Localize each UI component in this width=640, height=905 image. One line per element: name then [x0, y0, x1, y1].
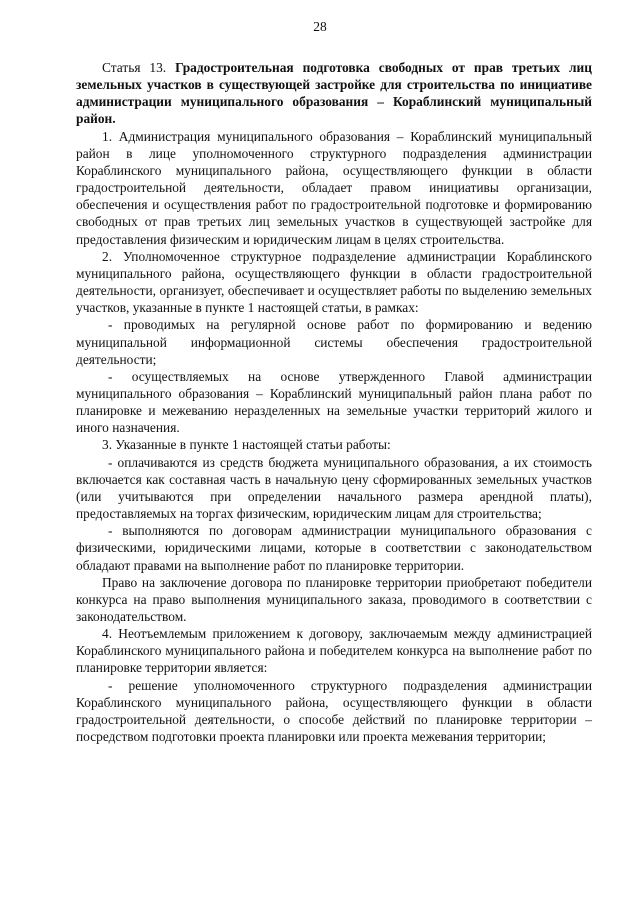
list-item: - осуществляемых на основе утвержденного Главой администрации муниципального образования – Кораблинский муниципальный район плана работ по планировке и межеванию неразделенных на земельные участки территорий жилого и иного назначения. [76, 368, 592, 436]
article-title: Градостроительная подготовка свободных от прав третьих лиц земельных участков в существующей застройке для строительства по инициативе администрации муниципального образования – Кораблинский муниципальный район. [76, 60, 592, 127]
list-item: - проводимых на регулярной основе работ по формированию и ведению муниципальной информационной системы обеспечения градостроительной деятельности; [76, 317, 592, 367]
page-number: 28 [313, 19, 327, 34]
article-label: Статья 13. [102, 60, 167, 75]
list-item: - оплачиваются из средств бюджета муниципального образования, а их стоимость включается как составная часть в начальную цену сформированных земельных участков (или учитываются при определении начального размера арендной платы), предоставляемых на торгах физическим, юридическим лицам для строительства; [76, 454, 592, 522]
paragraph: 2. Уполномоченное структурное подразделение администрации Кораблинского муниципального района, осуществляющего функции в области градостроительной деятельности, организует, обеспечивает и осуществляет работы по выделению земельных участков, указанные в пункте 1 настоящей статьи, в рамках: [76, 248, 592, 316]
article-heading [76, 59, 592, 128]
paragraph: Право на заключение договора по планировке территории приобретают победители конкурса на право выполнения муниципального заказа, проводимого в соответствии с законодательством. [76, 574, 592, 624]
list-item: - выполняются по договорам администрации муниципального образования с физическими, юридическими лицами, которые в соответствии с законодательством обладают правами на выполнение работ по планировке территории. [76, 523, 592, 573]
paragraph: 1. Администрация муниципального образования – Кораблинский муниципальный район в лице уполномоченного структурного подразделения администрации Кораблинского муниципального района, осуществляющего функции в области градостроительной деятельности, обладает правом инициативы организации, обеспечения и осуществления работ по градостроительной подготовке и формированию свободных от прав третьих лиц земельных участков в существующей застройке для предоставления физическим и юридическим лицам в целях строительства. [76, 128, 592, 247]
paragraph: 3. Указанные в пункте 1 настоящей статьи работы: [102, 437, 391, 453]
paragraph: 4. Неотъемлемым приложением к договору, заключаемым между администрацией Кораблинского муниципального района и победителем конкурса на выполнение работ по планировке территории является: [76, 626, 592, 676]
list-item: - решение уполномоченного структурного подразделения администрации Кораблинского муниципального района, осуществляющего функции в области градостроительной деятельности, о способе действий по планировке территории – посредством подготовки проекта планировки или проекта межевания территории; [76, 677, 592, 745]
document-body [76, 59, 592, 745]
